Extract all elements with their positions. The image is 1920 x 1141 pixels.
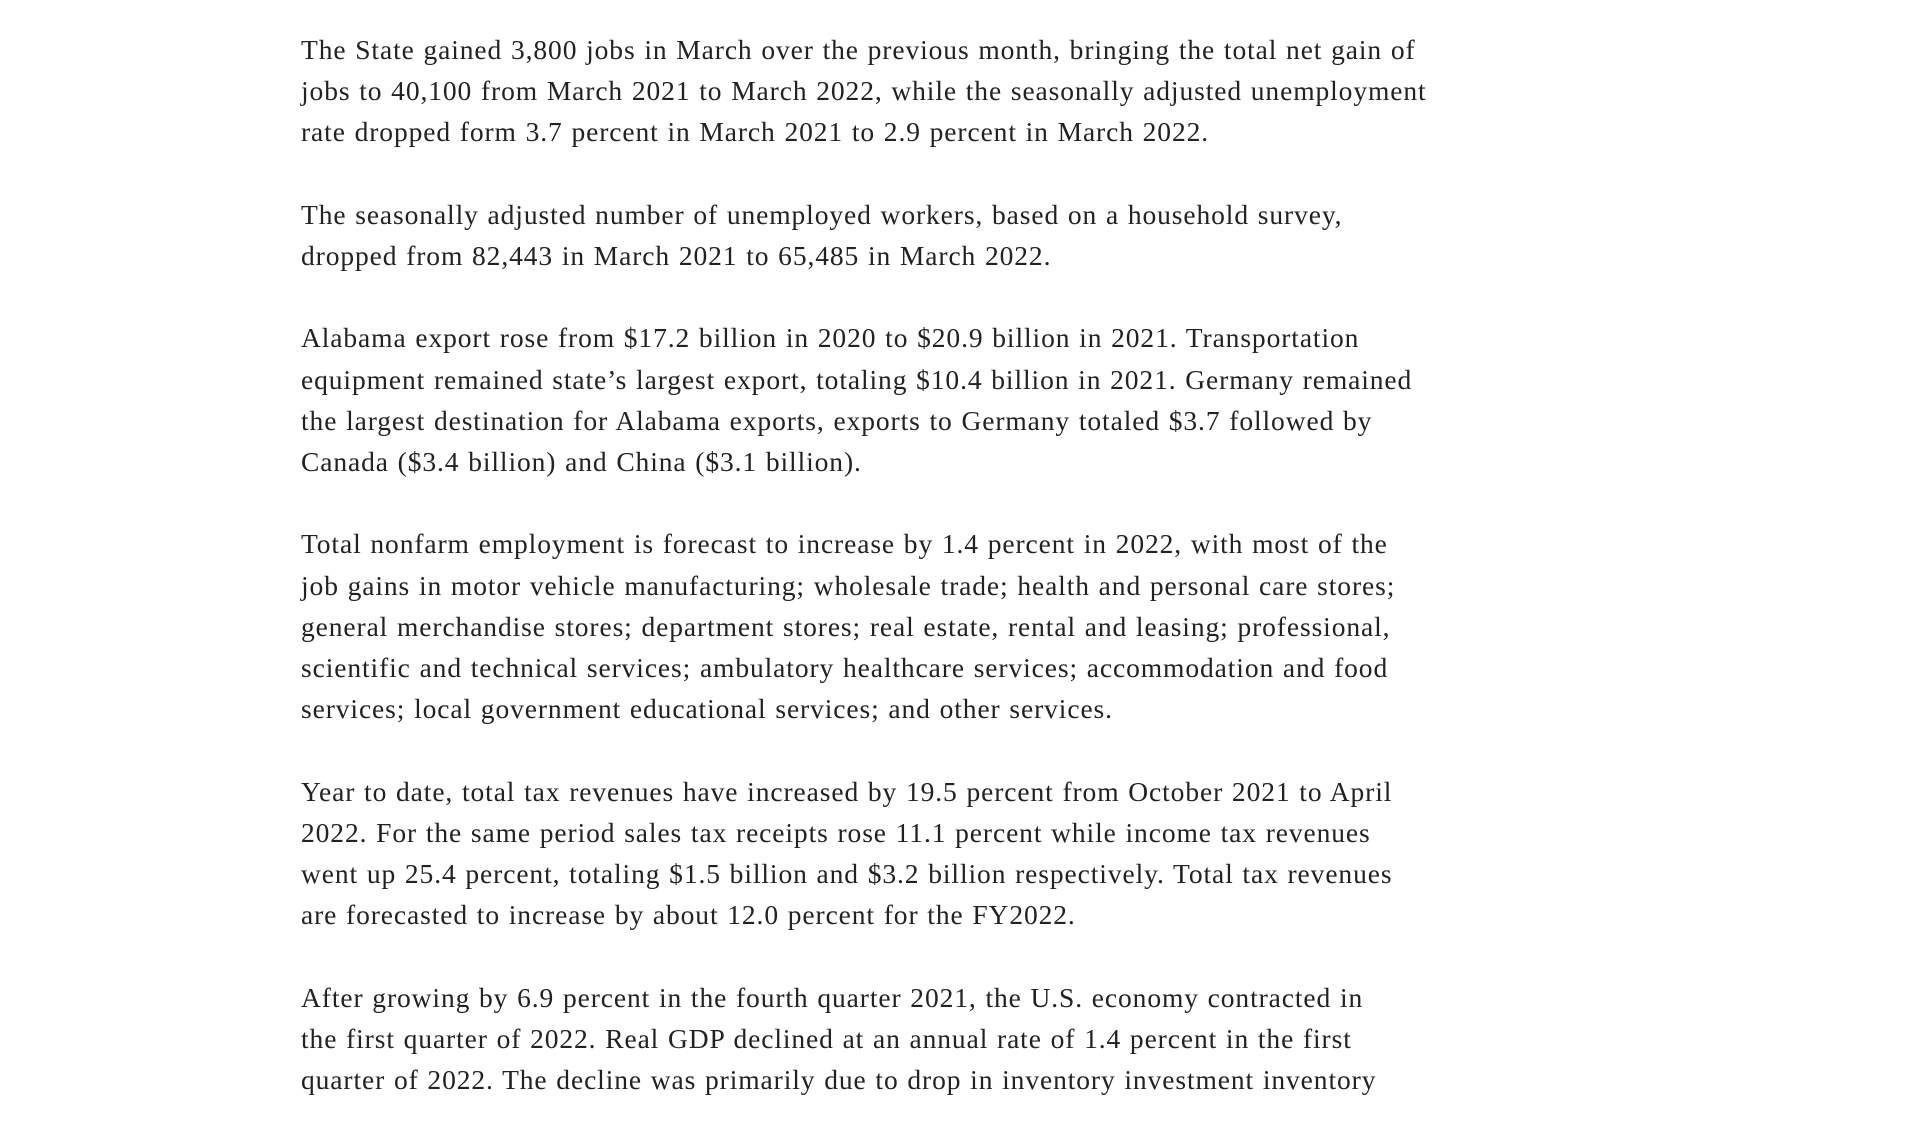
text-line: quarter of 2022. The decline was primarily due to drop in inventory investment inventory	[301, 1064, 1377, 1095]
document-page	[301, 29, 1641, 1141]
text-line: After growing by 6.9 percent in the fourth quarter 2021, the U.S. economy contracted in	[301, 981, 1364, 1013]
text-line: services; local government educational services; and other services.	[301, 693, 1113, 725]
text-line: 2022. For the same period sales tax receipts rose 11.1 percent while income tax revenues	[301, 816, 1371, 848]
text-line: equipment remained state’s largest export, totaling $10.4 billion in 2021. Germany remained	[301, 363, 1413, 395]
text-line: Alabama export rose from $17.2 billion in 2020 to $20.9 billion in 2021. Transportation	[301, 322, 1360, 354]
text-line: the first quarter of 2022. Real GDP declined at an annual rate of 1.4 percent in the first	[301, 1022, 1352, 1054]
text-line: the largest destination for Alabama exports, exports to Germany totaled $3.7 followed by	[301, 404, 1373, 436]
text-line: job gains in motor vehicle manufacturing; wholesale trade; health and personal care stores;	[301, 569, 1396, 601]
text-line: went up 25.4 percent, totaling $1.5 billion and $3.2 billion respectively. Total tax revenues	[301, 858, 1393, 889]
text-line: dropped from 82,443 in March 2021 to 65,485 in March 2022.	[301, 240, 1052, 271]
text-line: Total nonfarm employment is forecast to increase by 1.4 percent in 2022, with most of the	[301, 528, 1388, 560]
text-line: Canada ($3.4 billion) and China ($3.1 billion).	[301, 446, 862, 477]
text-line: The seasonally adjusted number of unemployed workers, based on a household survey,	[301, 198, 1343, 230]
paragraph-tax-revenues	[301, 771, 1641, 936]
paragraph-us-gdp	[301, 977, 1641, 1101]
text-line: The State gained 3,800 jobs in March over the previous month, bringing the total net gain of	[301, 34, 1416, 65]
paragraph-unemployed-workers	[301, 194, 1641, 276]
paragraph-nonfarm-forecast	[301, 523, 1641, 729]
text-line: general merchandise stores; department stores; real estate, rental and leasing; professional,	[301, 610, 1391, 642]
text-line: are forecasted to increase by about 12.0 percent for the FY2022.	[301, 899, 1076, 931]
text-line: scientific and technical services; ambulatory healthcare services; accommodation and food	[301, 652, 1389, 683]
text-line: jobs to 40,100 from March 2021 to March 2022, while the seasonally adjusted unemployment	[301, 75, 1427, 107]
paragraph-employment	[301, 29, 1641, 153]
text-line: Year to date, total tax revenues have increased by 19.5 percent from October 2021 to April	[301, 775, 1393, 807]
paragraph-exports	[301, 317, 1641, 482]
text-line: rate dropped form 3.7 percent in March 2021 to 2.9 percent in March 2022.	[301, 116, 1210, 148]
